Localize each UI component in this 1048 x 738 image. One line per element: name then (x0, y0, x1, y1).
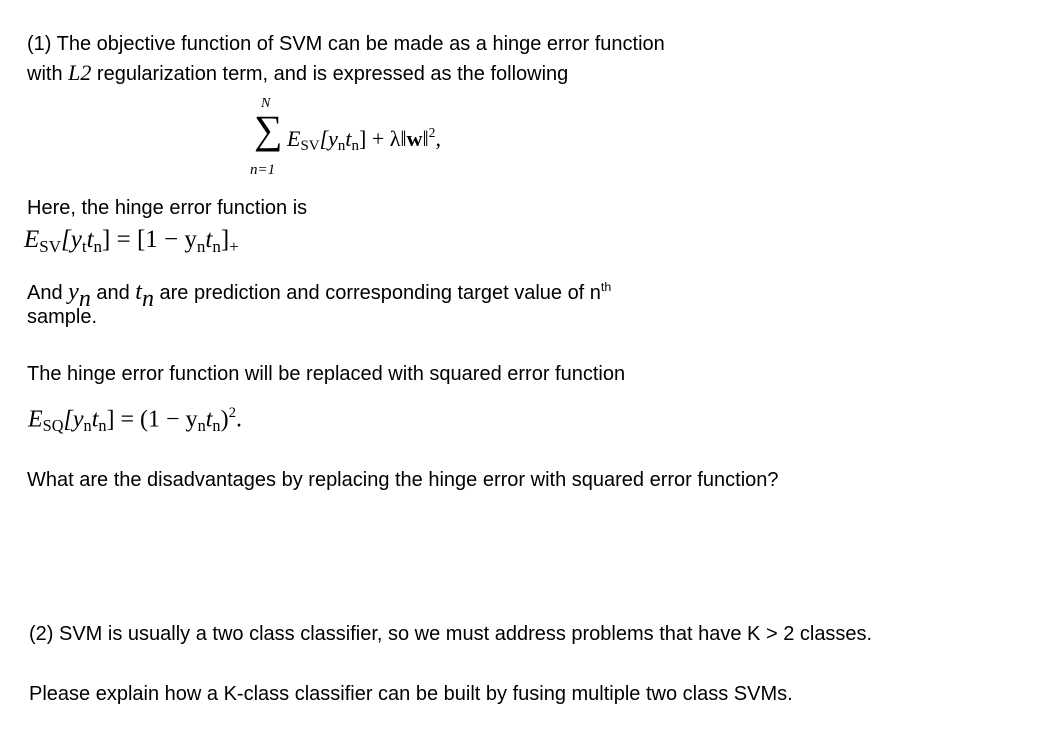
y-subscript: n (78, 285, 91, 312)
desc-and: And (27, 282, 69, 305)
e-subscript: SV (300, 138, 320, 155)
y-subscript: t (81, 236, 87, 256)
q1-question: What are the disadvantages by replacing the hinge error with squared error function? (27, 469, 779, 491)
e-symbol: E (287, 125, 301, 151)
sigma-symbol: ∑ (254, 107, 283, 152)
replace-text: The hinge error function will be replaced with squared error function (27, 363, 626, 385)
y-symbol: [y (319, 125, 338, 151)
t-symbol: t (91, 406, 99, 433)
t-symbol: t (205, 226, 213, 253)
hinge-close: ] (220, 226, 230, 253)
variables-description (27, 274, 611, 312)
objective-formula (287, 125, 441, 155)
e-subscript: SQ (42, 416, 64, 436)
y-symbol: y (68, 279, 79, 306)
q1-intro-line2 (27, 60, 568, 87)
l2-term: L2 (68, 60, 92, 85)
t-subscript: n (212, 416, 221, 436)
hinge-middle: ] = [1 − y (102, 226, 197, 253)
q1-intro-with: with (27, 63, 69, 85)
sum-lower-limit: n=1 (250, 162, 276, 178)
t-symbol: t (205, 406, 213, 433)
y-subscript: n (83, 416, 92, 436)
t-subscript: n (351, 138, 359, 155)
t-symbol: t (135, 279, 142, 306)
summation (250, 96, 290, 186)
squared-period: . (236, 406, 242, 433)
t-symbol: t (345, 125, 352, 151)
y-subscript: n (337, 138, 346, 155)
t-subscript: n (212, 236, 221, 256)
e-symbol: E (24, 226, 40, 253)
squared-power: 2 (228, 405, 236, 421)
e-subscript: SV (39, 236, 62, 256)
lambda-norm: ] + λ‖ (359, 125, 407, 151)
squared-formula (28, 405, 242, 436)
hinge-intro: Here, the hinge error function is (27, 197, 308, 219)
y-subscript: n (196, 236, 206, 256)
hinge-formula (24, 226, 239, 257)
variables-description-line2: sample. (27, 306, 98, 328)
q2-line1: (2) SVM is usually a two class classifier, so we must address problems that have K > 2 classes. (29, 623, 873, 645)
norm-close: ‖ (422, 125, 429, 151)
t-subscript: n (141, 285, 154, 312)
y-symbol: [y (61, 226, 82, 253)
norm-power: 2 (428, 125, 436, 140)
desc-rest: are prediction and corresponding target value of n (153, 282, 601, 305)
t-symbol: t (86, 226, 94, 253)
th-superscript: th (600, 280, 612, 294)
y-subscript: n (197, 416, 206, 436)
squared-middle: ] = (1 − y (106, 406, 198, 433)
e-symbol: E (28, 406, 43, 433)
t-subscript: n (98, 416, 107, 436)
plus-subscript: + (229, 236, 239, 256)
y-symbol: [y (63, 406, 84, 433)
w-symbol: w (406, 125, 423, 151)
q1-intro-line1: (1) The objective function of SVM can be made as a hinge error function (27, 33, 665, 55)
q2-line2: Please explain how a K-class classifier can be built by fusing multiple two class SVMs. (29, 683, 793, 705)
t-subscript: n (93, 236, 103, 256)
squared-close: ) (220, 406, 229, 433)
sum-upper-limit: N (261, 96, 271, 111)
objective-comma: , (435, 125, 441, 151)
desc-and: and (90, 282, 136, 305)
q1-intro-rest: regularization term, and is expressed as the following (91, 63, 569, 85)
